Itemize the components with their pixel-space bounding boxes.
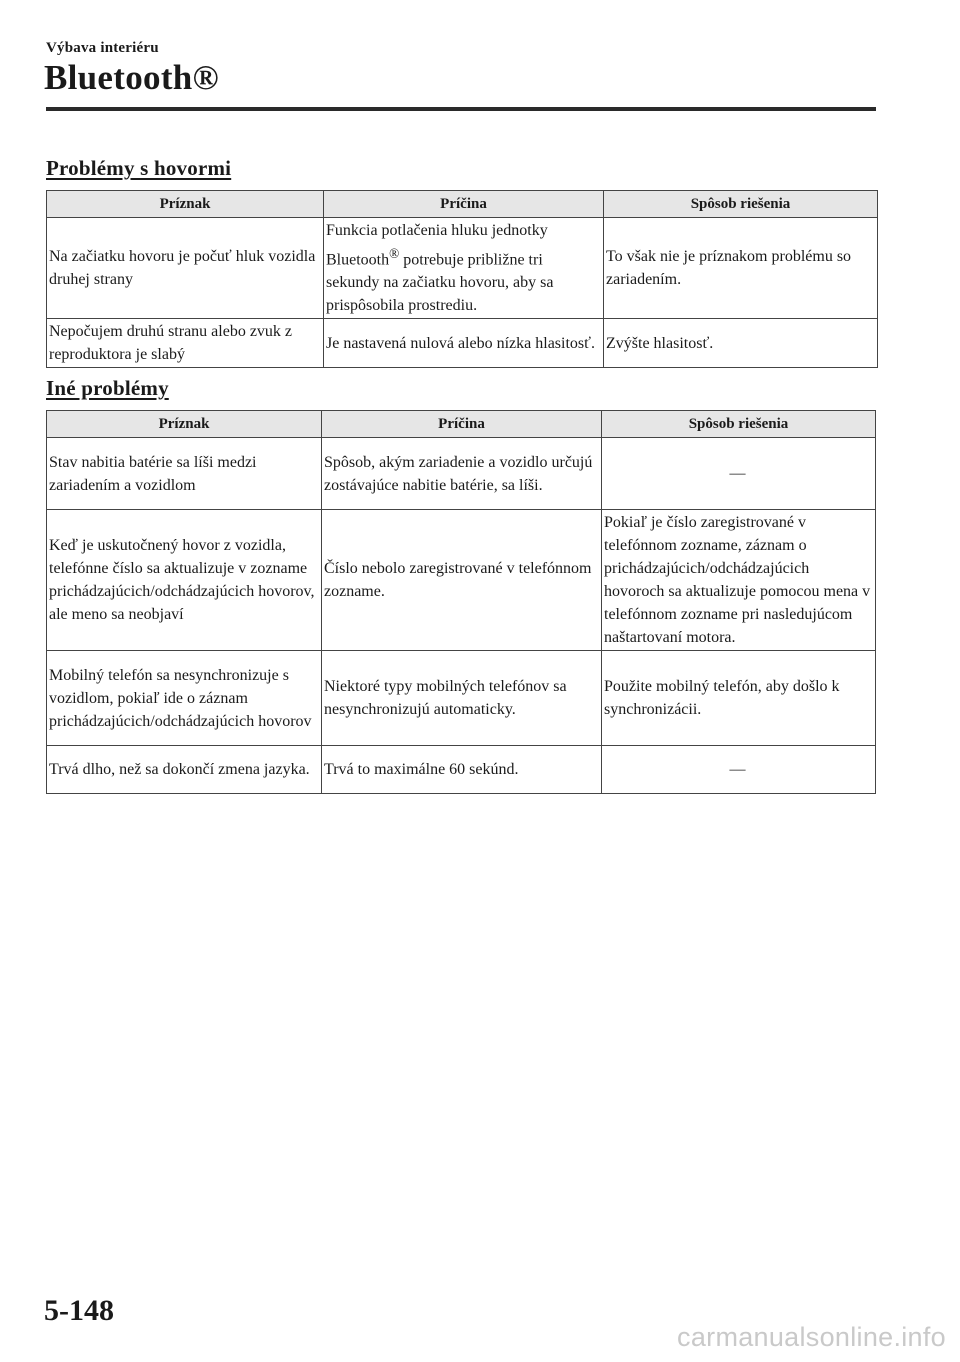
cell-symptom: Keď je uskutočnený hovor z vozidla, telefónne číslo sa aktualizuje v zozname prichádzajúcich/odchádzajúcich hovorov, ale meno sa neobjaví (47, 510, 322, 651)
table-heading-other-problems: Iné problémy (46, 376, 169, 400)
cause-text-continued: potrebuje približne tri sekundy na začiatku hovoru, aby sa prispôsobila prostrediu. (326, 251, 554, 315)
chapter-title: Bluetooth® (44, 58, 219, 97)
cell-symptom: Trvá dlho, než sa dokončí zmena jazyka. (47, 746, 322, 794)
cell-cause: Spôsob, akým zariadenie a vozidlo určujú zostávajúce nabitie batérie, sa líši. (322, 438, 602, 510)
cell-symptom: Na začiatku hovoru je počuť hluk vozidla druhej strany (47, 218, 324, 319)
section-label: Výbava interiéru (46, 40, 159, 56)
cell-solution: Zvýšte hlasitosť. (604, 319, 878, 368)
cell-solution: Použite mobilný telefón, aby došlo k synchronizácii. (602, 651, 876, 746)
cell-symptom: Nepočujem druhú stranu alebo zvuk z reproduktora je slabý (47, 319, 324, 368)
title-divider (46, 107, 876, 111)
table-row (47, 651, 876, 746)
cell-cause: Trvá to maximálne 60 sekúnd. (322, 746, 602, 794)
cell-cause: Niektoré typy mobilných telefónov sa nesynchronizujú automaticky. (322, 651, 602, 746)
column-header-solution: Spôsob riešenia (602, 411, 876, 438)
other-problems-table (46, 410, 876, 794)
cell-solution: — (602, 438, 876, 510)
table-header-row (47, 411, 876, 438)
table-row (47, 510, 876, 651)
table-header-row (47, 191, 878, 218)
column-header-symptom: Príznak (47, 191, 324, 218)
cell-solution: Pokiaľ je číslo zaregistrované v telefónnom zozname, záznam o prichádzajúcich/odchádzajúcich hovoroch sa aktualizuje pomocou mena v telefónnom zozname pri nasledujúcom naštartovaní motora. (602, 510, 876, 651)
watermark: carmanualsonline.info (677, 1322, 946, 1352)
column-header-cause: Príčina (324, 191, 604, 218)
table-row (47, 746, 876, 794)
page-number: 5-148 (44, 1294, 114, 1327)
table-heading-call-problems: Problémy s hovormi (46, 156, 232, 180)
table-row (47, 218, 878, 319)
column-header-solution: Spôsob riešenia (604, 191, 878, 218)
cell-cause: Je nastavená nulová alebo nízka hlasitosť. (324, 319, 604, 368)
cell-solution: To však nie je príznakom problému so zariadením. (604, 218, 878, 319)
cell-symptom: Stav nabitia batérie sa líši medzi zariadením a vozidlom (47, 438, 322, 510)
table-row (47, 319, 878, 368)
cell-cause (324, 218, 604, 319)
cell-symptom: Mobilný telefón sa nesynchronizuje s vozidlom, pokiaľ ide o záznam prichádzajúcich/odchádzajúcich hovorov (47, 651, 322, 746)
registered-mark: ® (389, 246, 400, 261)
column-header-symptom: Príznak (47, 411, 322, 438)
column-header-cause: Príčina (322, 411, 602, 438)
table-row (47, 438, 876, 510)
cell-cause: Číslo nebolo zaregistrované v telefónnom zozname. (322, 510, 602, 651)
cause-text: Funkcia potlačenia hluku jednotky Bluetooth (326, 222, 548, 269)
cell-solution: — (602, 746, 876, 794)
call-problems-table (46, 190, 878, 368)
